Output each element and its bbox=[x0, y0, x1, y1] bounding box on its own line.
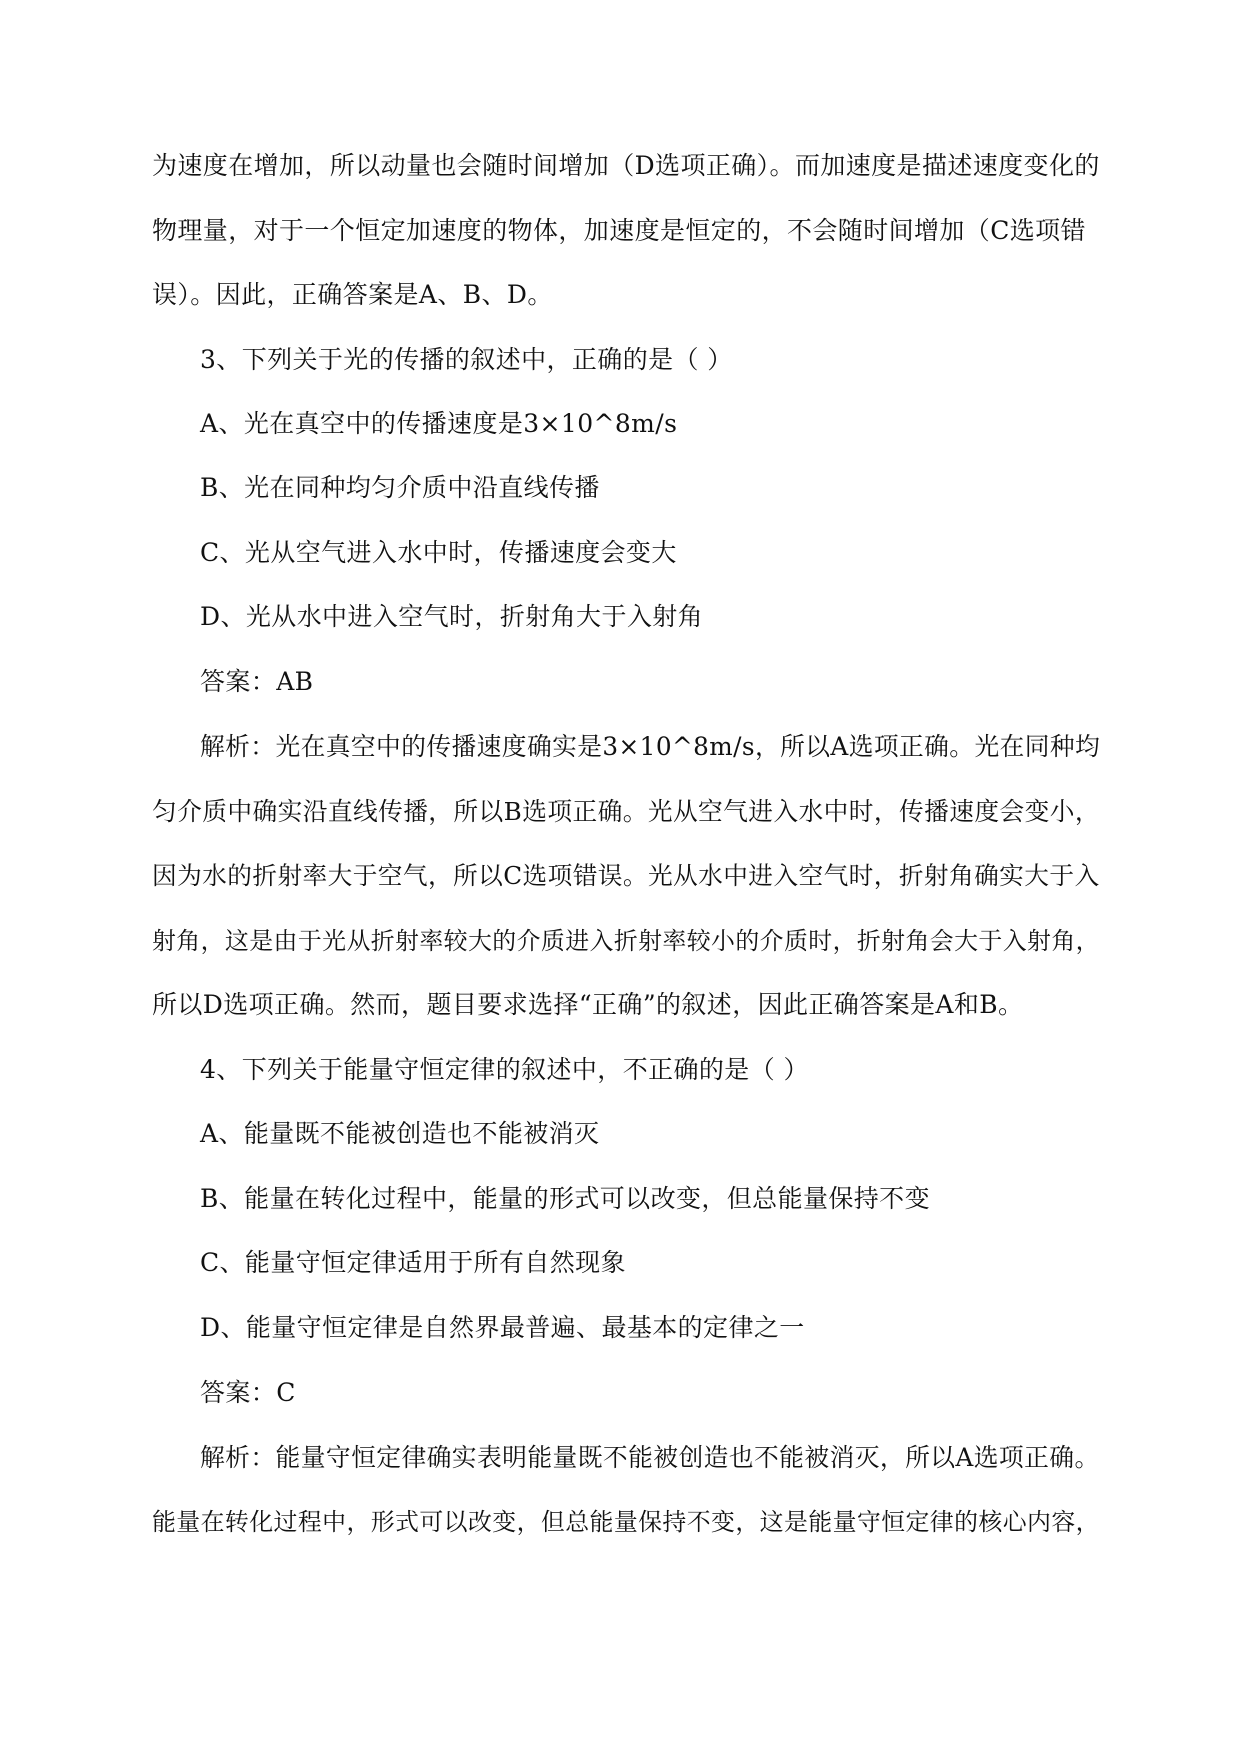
text-line: 物理量，对于一个恒定加速度的物体，加速度是恒定的，不会随时间增加（C选项错 bbox=[152, 216, 1086, 245]
question-3-option-d: D、光从水中进入空气时，折射角大于入射角 bbox=[200, 602, 704, 631]
question-3-option-b: B、光在同种均匀介质中沿直线传播 bbox=[200, 473, 600, 502]
text-line: 所以D选项正确。然而，题目要求选择“正确”的叙述，因此正确答案是A和B。 bbox=[152, 990, 1024, 1019]
question-3-option-c: C、光从空气进入水中时，传播速度会变大 bbox=[200, 538, 677, 567]
text-line: 能量在转化过程中，形式可以改变，但总能量保持不变，这是能量守恒定律的核心内容， bbox=[152, 1508, 1100, 1536]
question-3-option-a: A、光在真空中的传播速度是3×10^8m/s bbox=[200, 409, 678, 438]
text-line: 匀介质中确实沿直线传播，所以B选项正确。光从空气进入水中时，传播速度会变小， bbox=[152, 797, 1100, 826]
question-4-explanation: 解析：能量守恒定律确实表明能量既不能被创造也不能被消灭，所以A选项正确。 bbox=[200, 1443, 1100, 1472]
question-4-stem: 4、下列关于能量守恒定律的叙述中，不正确的是（ ） bbox=[200, 1055, 809, 1084]
text-line: 射角，这是由于光从折射率较大的介质进入折射率较小的介质时，折射角会大于入射角， bbox=[152, 927, 1100, 955]
question-4-option-b: B、能量在转化过程中，能量的形式可以改变，但总能量保持不变 bbox=[200, 1184, 930, 1213]
text-line: 误）。因此，正确答案是A、B、D。 bbox=[152, 280, 553, 309]
text-line: 因为水的折射率大于空气，所以C选项错误。光从水中进入空气时，折射角确实大于入 bbox=[152, 861, 1100, 890]
question-3-stem: 3、下列关于光的传播的叙述中，正确的是（ ） bbox=[200, 345, 733, 374]
question-4-option-c: C、能量守恒定律适用于所有自然现象 bbox=[200, 1248, 626, 1277]
question-3-answer: 答案：AB bbox=[200, 667, 314, 696]
question-4-answer: 答案：C bbox=[200, 1378, 296, 1407]
text-line: 为速度在增加，所以动量也会随时间增加（D选项正确）。而加速度是描述速度变化的 bbox=[152, 151, 1100, 180]
question-3-explanation: 解析：光在真空中的传播速度确实是3×10^8m/s，所以A选项正确。光在同种均 bbox=[200, 732, 1101, 761]
question-4-option-a: A、能量既不能被创造也不能被消灭 bbox=[200, 1119, 600, 1148]
question-4-option-d: D、能量守恒定律是自然界最普遍、最基本的定律之一 bbox=[200, 1313, 805, 1342]
